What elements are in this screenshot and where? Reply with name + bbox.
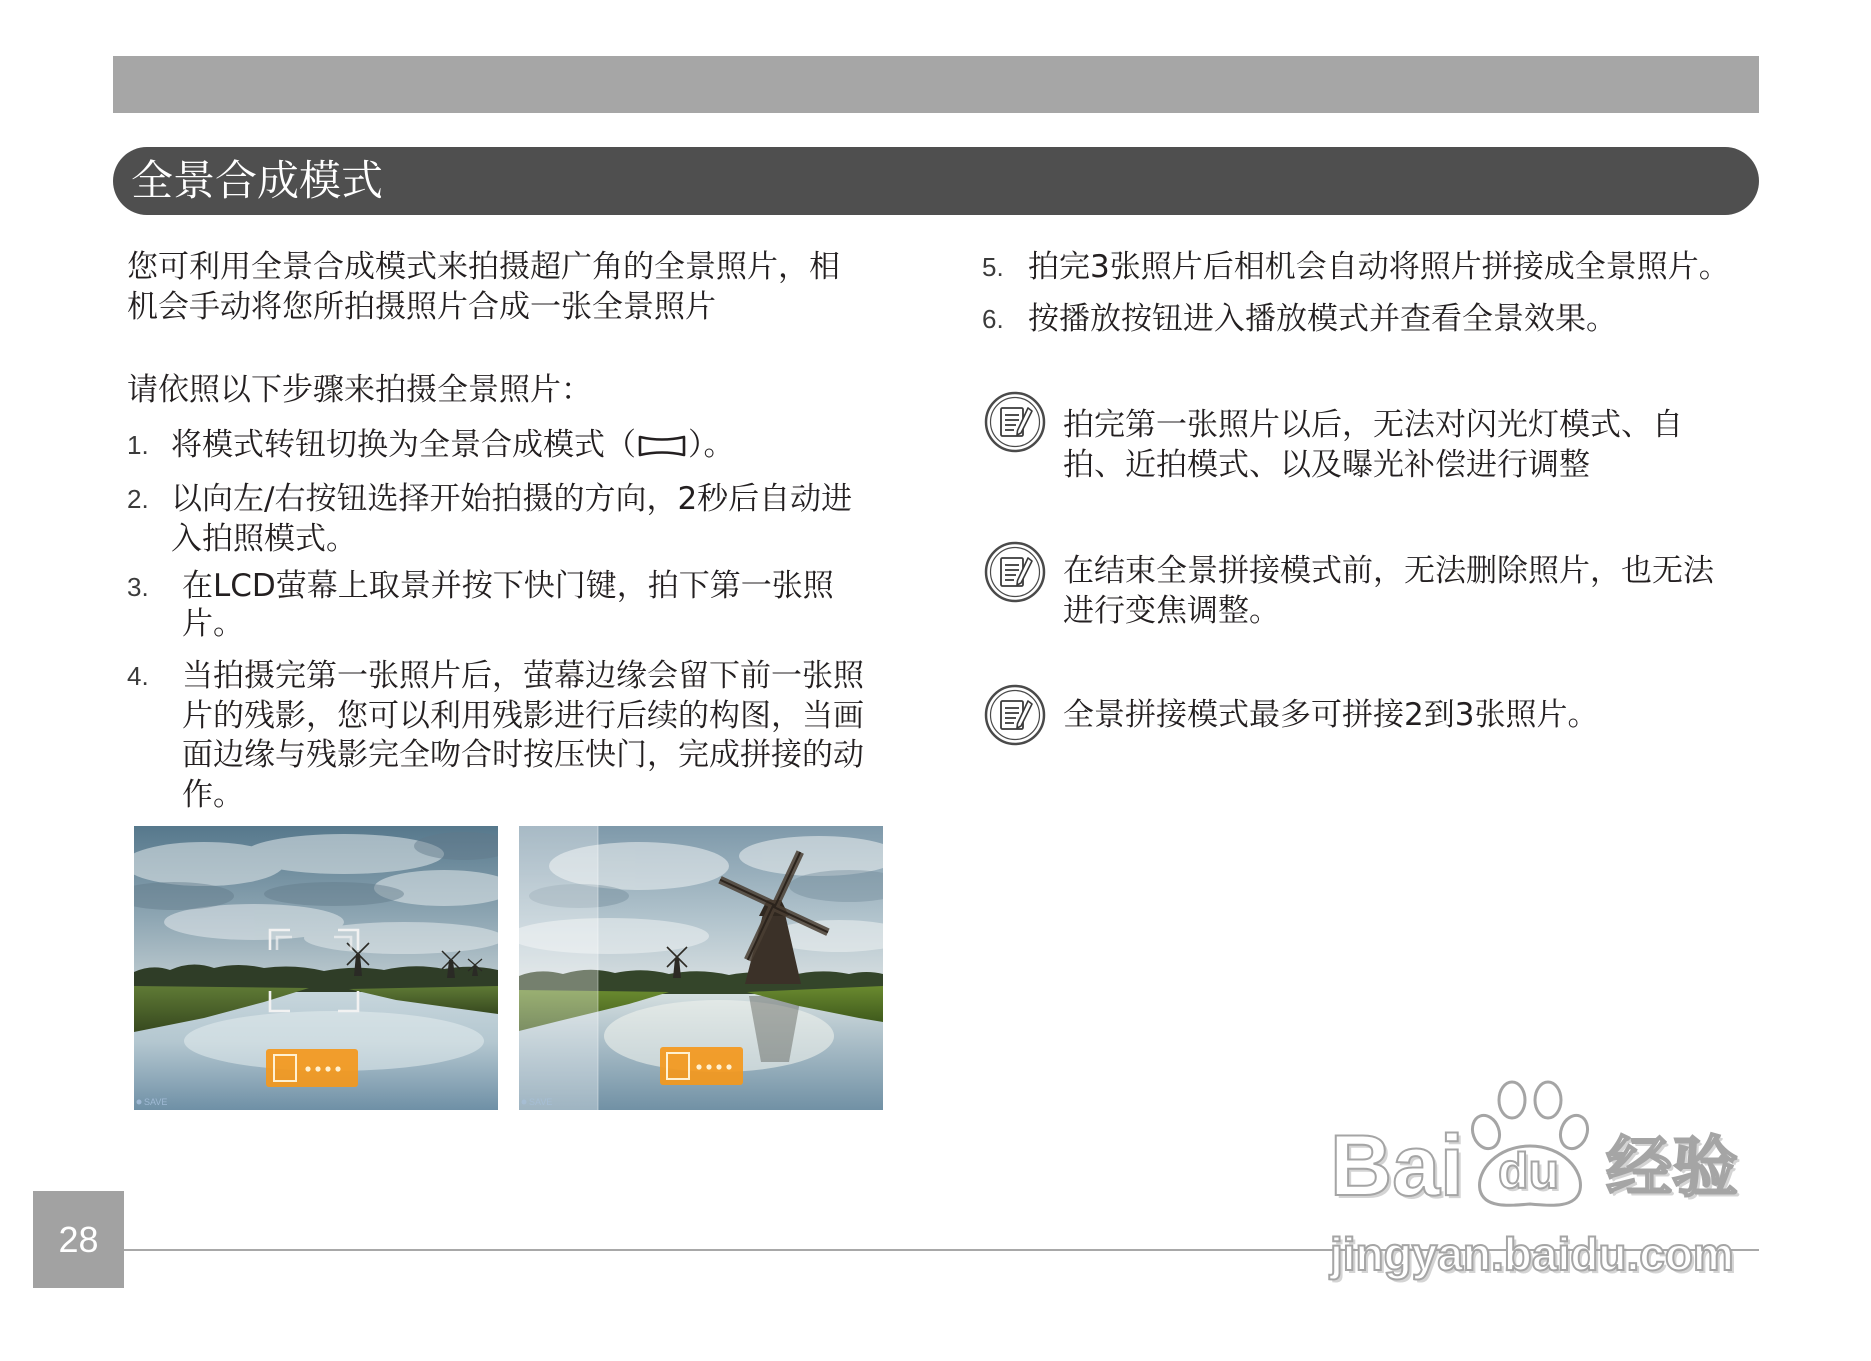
watermark-logo-text: du bbox=[1498, 1143, 1560, 1199]
note-line: 拍完第一张照片以后，无法对闪光灯模式、自 bbox=[1063, 407, 1683, 443]
step-line: 在LCD萤幕上取景并按下快门键，拍下第一张照 bbox=[182, 568, 834, 604]
step-number: 1. bbox=[127, 430, 149, 460]
note-icon bbox=[984, 391, 1046, 453]
step-number: 3. bbox=[127, 572, 149, 602]
step-number: 4. bbox=[127, 661, 149, 691]
status-label: SAVE bbox=[529, 1097, 553, 1107]
watermark-logo-text: Bai bbox=[1330, 1118, 1464, 1214]
progress-dot bbox=[305, 1066, 310, 1071]
watermark-logo-text: 经验 bbox=[1606, 1129, 1738, 1206]
intro-line: 您可利用全景合成模式来拍摄超广角的全景照片，相 bbox=[127, 249, 840, 285]
step-text: 将模式转钮切换为全景合成模式（ bbox=[171, 427, 636, 463]
panorama-progress-indicator bbox=[266, 1049, 358, 1087]
step-4-text bbox=[182, 657, 864, 815]
note-icon bbox=[984, 541, 1046, 603]
section-title: 全景合成模式 bbox=[131, 156, 384, 205]
save-icon bbox=[137, 1100, 142, 1105]
step-line: 按播放按钮进入播放模式并查看全景效果。 bbox=[1028, 301, 1617, 337]
save-icon bbox=[522, 1100, 527, 1105]
step-line bbox=[171, 426, 735, 466]
progress-dot bbox=[325, 1066, 330, 1071]
photo-scene bbox=[519, 826, 883, 1110]
note-text bbox=[1063, 405, 1683, 485]
intro-paragraph bbox=[127, 248, 840, 327]
status-label: SAVE bbox=[144, 1097, 168, 1107]
step-number: 2. bbox=[127, 484, 149, 514]
step-line: 片的残影，您可以利用残影进行后续的构图，当画 bbox=[182, 697, 864, 734]
note-line: 在结束全景拼接模式前，无法删除照片，也无法 bbox=[1063, 553, 1714, 589]
progress-dot bbox=[696, 1064, 701, 1069]
panorama-mode-icon bbox=[636, 432, 688, 460]
progress-dot bbox=[335, 1066, 340, 1071]
step-line: 以向左/右按钮选择开始拍摄的方向，2秒后自动进 bbox=[171, 481, 853, 517]
progress-dot bbox=[706, 1064, 711, 1069]
note-line: 进行变焦调整。 bbox=[1063, 593, 1280, 629]
step-2-text bbox=[171, 480, 852, 559]
page-number-box bbox=[33, 1191, 124, 1288]
page-number: 28 bbox=[58, 1218, 99, 1260]
section-title-bar bbox=[113, 147, 1759, 215]
step-line: 面边缘与残影完全吻合时按压快门，完成拼接的动 bbox=[182, 737, 864, 773]
note-icon bbox=[984, 684, 1046, 746]
step-1-text bbox=[171, 426, 735, 466]
step-5-text bbox=[1028, 248, 1730, 288]
photo-scene bbox=[134, 826, 498, 1110]
steps-heading-text: 请依照以下步骤来拍摄全景照片： bbox=[127, 372, 592, 408]
panorama-example-photo-first-shot bbox=[134, 826, 498, 1110]
watermark-url: jingyan.baidu.com bbox=[1330, 1228, 1734, 1280]
step-line: 拍完3张照片后相机会自动将照片拼接成全景照片。 bbox=[1028, 249, 1730, 285]
note-line: 拍、近拍模式、以及曝光补偿进行调整 bbox=[1063, 447, 1590, 483]
step-number: 6. bbox=[982, 304, 1004, 334]
progress-dot bbox=[726, 1064, 731, 1069]
steps-heading bbox=[127, 371, 592, 411]
header-bar bbox=[113, 56, 1759, 113]
step-text: ）。 bbox=[688, 427, 735, 463]
progress-dot bbox=[315, 1066, 320, 1071]
step-line: 入拍照模式。 bbox=[171, 520, 357, 557]
step-3-text bbox=[182, 568, 834, 643]
panorama-example-photo-next-shot bbox=[519, 826, 883, 1110]
step-6-text bbox=[1028, 300, 1617, 340]
note-text bbox=[1063, 551, 1714, 631]
step-line: 作。 bbox=[182, 776, 244, 813]
step-line: 片。 bbox=[182, 605, 244, 642]
previous-shot-overlay bbox=[519, 826, 598, 1110]
note-line: 全景拼接模式最多可拼接2到3张照片。 bbox=[1063, 697, 1599, 733]
step-line: 当拍摄完第一张照片后，萤幕边缘会留下前一张照 bbox=[182, 658, 864, 694]
panorama-progress-indicator bbox=[660, 1047, 743, 1085]
step-number: 5. bbox=[982, 252, 1004, 282]
progress-dot bbox=[716, 1064, 721, 1069]
note-text bbox=[1063, 695, 1598, 735]
intro-line: 机会手动将您所拍摄照片合成一张全景照片 bbox=[127, 288, 716, 325]
